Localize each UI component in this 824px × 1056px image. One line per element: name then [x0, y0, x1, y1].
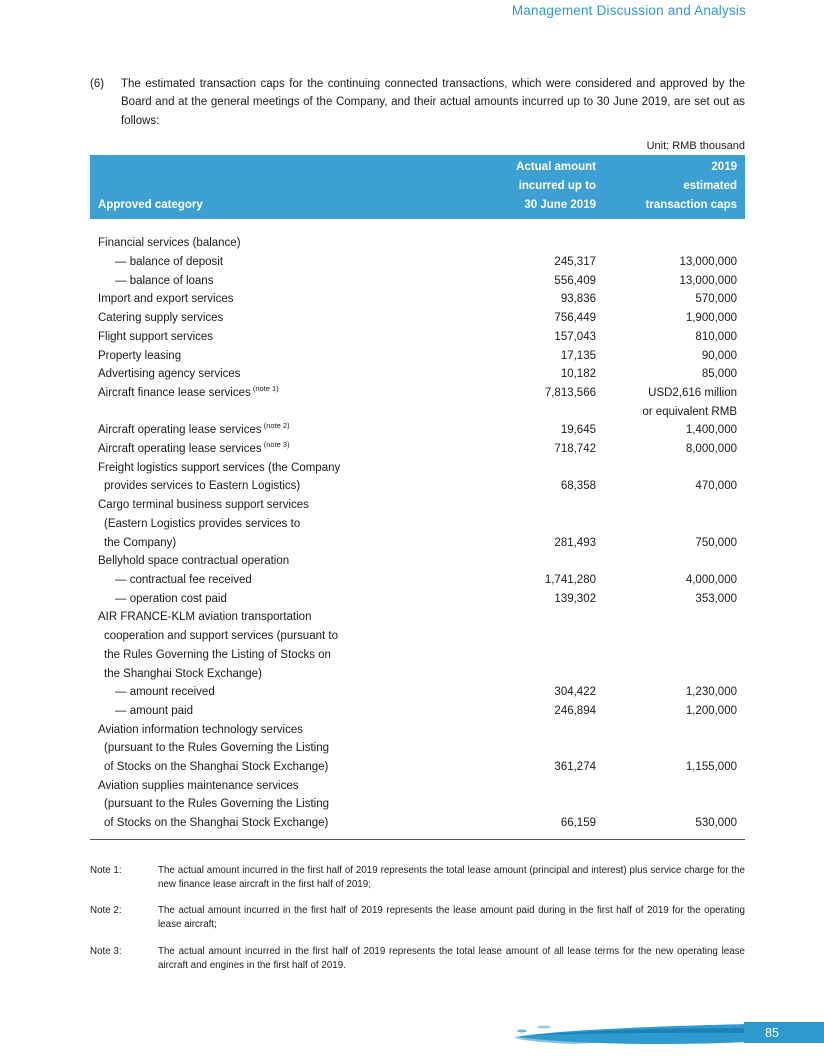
table-row	[90, 365, 745, 384]
category-cell: — contractual fee received	[115, 573, 252, 586]
table-row	[90, 777, 745, 796]
actual-amount-cell: 756,449	[554, 312, 596, 325]
intro-marker: (6)	[90, 78, 105, 90]
actual-amount-cell	[456, 646, 596, 665]
transaction-cap-cell: or equivalent RMB	[642, 405, 737, 418]
actual-amount-cell	[456, 403, 596, 422]
transaction-cap-cell: 750,000	[695, 536, 737, 549]
transaction-cap-cell	[596, 739, 745, 758]
note-label: Note 3:	[90, 946, 122, 958]
category-cell: Advertising agency services	[98, 368, 241, 381]
brush-stroke-decoration	[514, 1019, 748, 1047]
actual-amount-cell: 93,836	[560, 293, 596, 306]
table-header-row	[90, 155, 745, 219]
category-cell: Cargo terminal business support services	[98, 499, 309, 512]
table-row	[90, 290, 745, 309]
category-cell: the Shanghai Stock Exchange)	[104, 667, 262, 680]
actual-amount-cell	[456, 219, 596, 253]
category-cell: Financial services (balance)	[98, 237, 241, 250]
actual-amount-cell	[456, 608, 596, 627]
transaction-cap-cell: 470,000	[695, 480, 737, 493]
actual-amount-cell: 361,274	[554, 761, 596, 774]
category-cell: the Rules Governing the Listing of Stocks on	[104, 648, 331, 661]
column-header-cap: 2019 estimated transaction caps	[596, 155, 745, 219]
category-cell: — balance of loans	[115, 274, 214, 287]
note-label: Note 2:	[90, 905, 122, 917]
table-row	[90, 534, 745, 553]
note-reference: (note 2)	[261, 421, 290, 431]
table-row	[90, 403, 745, 422]
table-row	[90, 440, 745, 459]
category-cell: AIR FRANCE-KLM aviation transportation	[98, 611, 312, 624]
note-reference: (note 1)	[250, 384, 279, 394]
transaction-cap-cell: 1,900,000	[685, 312, 737, 325]
category-cell: Property leasing	[98, 349, 182, 362]
page-number: 85	[744, 1022, 824, 1043]
table-row	[90, 702, 745, 721]
transaction-cap-cell: 90,000	[701, 349, 737, 362]
transaction-cap-cell: 8,000,000	[685, 443, 737, 456]
note-reference: (note 3)	[261, 440, 290, 450]
table-row	[90, 384, 745, 403]
column-header-category-label: Approved category	[98, 198, 203, 211]
table-row	[90, 272, 745, 291]
table-body	[90, 219, 745, 839]
actual-amount-cell	[456, 552, 596, 571]
table-row	[90, 758, 745, 777]
actual-amount-cell: 556,409	[554, 274, 596, 287]
transaction-cap-cell: 13,000,000	[679, 274, 737, 287]
category-cell: Aviation supplies maintenance services	[98, 779, 299, 792]
transaction-cap-cell: USD2,616 million	[648, 386, 737, 399]
note-item	[90, 864, 745, 892]
note-item	[90, 904, 745, 932]
actual-amount-cell	[456, 795, 596, 814]
table-row	[90, 571, 745, 590]
note-text: The actual amount incurred in the first half of 2019 represents the lease amount paid during in the first half of 2019 for the operating lease aircraft;	[158, 905, 745, 931]
table-row	[90, 721, 745, 740]
page-title: Management Discussion and Analysis	[511, 3, 746, 18]
table-row	[90, 683, 745, 702]
actual-amount-cell: 718,742	[554, 443, 596, 456]
transaction-cap-cell: 4,000,000	[685, 573, 737, 586]
actual-amount-cell	[456, 777, 596, 796]
table-row	[90, 552, 745, 571]
category-cell: — balance of deposit	[115, 256, 224, 269]
actual-amount-cell: 7,813,566	[544, 386, 596, 399]
category-cell: Aircraft finance lease services $^{(note 1)}$	[98, 384, 279, 399]
transaction-cap-cell: 1,230,000	[685, 686, 737, 699]
column-header-category	[90, 155, 456, 219]
table-row	[90, 309, 745, 328]
category-cell: — amount paid	[115, 704, 193, 717]
table-row	[90, 477, 745, 496]
transactions-table	[90, 155, 745, 840]
actual-amount-cell	[456, 739, 596, 758]
category-cell: Freight logistics support services (the Company	[98, 461, 341, 474]
category-cell	[90, 403, 456, 422]
transaction-cap-cell	[596, 552, 745, 571]
transaction-cap-cell	[596, 496, 745, 515]
table-row	[90, 795, 745, 814]
unit-label: Unit: RMB thousand	[646, 140, 745, 153]
actual-amount-cell	[456, 627, 596, 646]
category-cell: — operation cost paid	[115, 592, 227, 605]
actual-amount-cell: 17,135	[560, 349, 596, 362]
actual-amount-cell: 1,741,280	[544, 573, 596, 586]
actual-amount-cell	[456, 515, 596, 534]
table-row	[90, 515, 745, 534]
table-row	[90, 459, 745, 478]
category-cell: cooperation and support services (pursuant to	[104, 630, 338, 643]
notes-section	[90, 864, 745, 973]
category-cell: Aircraft operating lease services $^{(note 2)}$	[98, 421, 290, 437]
transaction-cap-cell: 353,000	[695, 592, 737, 605]
transaction-cap-cell	[596, 515, 745, 534]
intro-text: The estimated transaction caps for the continuing connected transactions, which were considered and approved by the Board and at the general meetings of the Company, and their actual amounts incurred up to 30 June 2019, are set out as follows:	[121, 78, 745, 127]
transaction-cap-cell: 570,000	[695, 293, 737, 306]
transaction-cap-cell	[596, 219, 745, 253]
category-cell: the Company)	[104, 536, 177, 549]
transaction-cap-cell: 530,000	[695, 817, 737, 830]
actual-amount-cell: 157,043	[554, 330, 596, 343]
actual-amount-cell: 66,159	[560, 817, 596, 830]
actual-amount-cell: 68,358	[560, 480, 596, 493]
transaction-cap-cell	[596, 665, 745, 684]
actual-amount-cell	[456, 496, 596, 515]
category-cell: (pursuant to the Rules Governing the Listing	[104, 742, 330, 755]
note-label: Note 1:	[90, 864, 122, 876]
category-cell: Flight support services	[98, 330, 214, 343]
table-row	[90, 253, 745, 272]
actual-amount-cell	[456, 721, 596, 740]
transaction-cap-cell	[596, 646, 745, 665]
actual-amount-cell	[456, 459, 596, 478]
transaction-cap-cell: 1,400,000	[685, 424, 737, 437]
category-cell: of Stocks on the Shanghai Stock Exchange)	[104, 817, 329, 830]
transaction-cap-cell	[596, 608, 745, 627]
table-row	[90, 421, 745, 440]
transaction-cap-cell: 1,155,000	[685, 761, 737, 774]
category-cell: Catering supply services	[98, 312, 224, 325]
category-cell: Aviation information technology services	[98, 723, 303, 736]
category-cell: Import and export services	[98, 293, 234, 306]
note-text: The actual amount incurred in the first half of 2019 represents the total lease amount (principal and interest) plus service charge for the new finance lease aircraft in the first half of 2019;	[158, 864, 745, 890]
category-cell: Aircraft operating lease services $^{(note 3)}$	[98, 440, 290, 456]
table-row	[90, 739, 745, 758]
transaction-cap-cell	[596, 795, 745, 814]
transaction-cap-cell: 1,200,000	[685, 704, 737, 717]
category-cell: of Stocks on the Shanghai Stock Exchange)	[104, 761, 329, 774]
table-row	[90, 665, 745, 684]
table-row	[90, 328, 745, 347]
transaction-cap-cell: 810,000	[695, 330, 737, 343]
intro-paragraph	[90, 75, 745, 130]
note-text: The actual amount incurred in the first half of 2019 represents the total lease amount of all lease terms for the new operating lease aircraft and engines in the first half of 2019.	[158, 946, 745, 971]
transaction-cap-cell	[596, 627, 745, 646]
category-cell: (Eastern Logistics provides services to	[104, 517, 301, 530]
column-header-actual: Actual amount incurred up to 30 June 2019	[456, 155, 596, 219]
transaction-cap-cell	[596, 777, 745, 796]
actual-amount-cell: 10,182	[560, 368, 596, 381]
actual-amount-cell: 19,645	[560, 424, 596, 437]
category-cell: provides services to Eastern Logistics)	[104, 480, 301, 493]
table-row	[90, 646, 745, 665]
category-cell: — amount received	[115, 686, 215, 699]
table-row	[90, 590, 745, 609]
transaction-cap-cell: 85,000	[701, 368, 737, 381]
transaction-cap-cell	[596, 721, 745, 740]
table-row	[90, 627, 745, 646]
actual-amount-cell: 139,302	[554, 592, 596, 605]
actual-amount-cell: 245,317	[554, 256, 596, 269]
table-row	[90, 219, 745, 253]
table-row	[90, 608, 745, 627]
table-row	[90, 496, 745, 515]
actual-amount-cell	[456, 665, 596, 684]
note-item	[90, 945, 745, 973]
table-row	[90, 347, 745, 366]
transaction-cap-cell: 13,000,000	[679, 256, 737, 269]
transaction-cap-cell	[596, 459, 745, 478]
category-cell: (pursuant to the Rules Governing the Listing	[104, 798, 330, 811]
table-row	[90, 814, 745, 839]
category-cell: Bellyhold space contractual operation	[98, 555, 290, 568]
actual-amount-cell: 304,422	[554, 686, 596, 699]
actual-amount-cell: 246,894	[554, 704, 596, 717]
actual-amount-cell: 281,493	[554, 536, 596, 549]
